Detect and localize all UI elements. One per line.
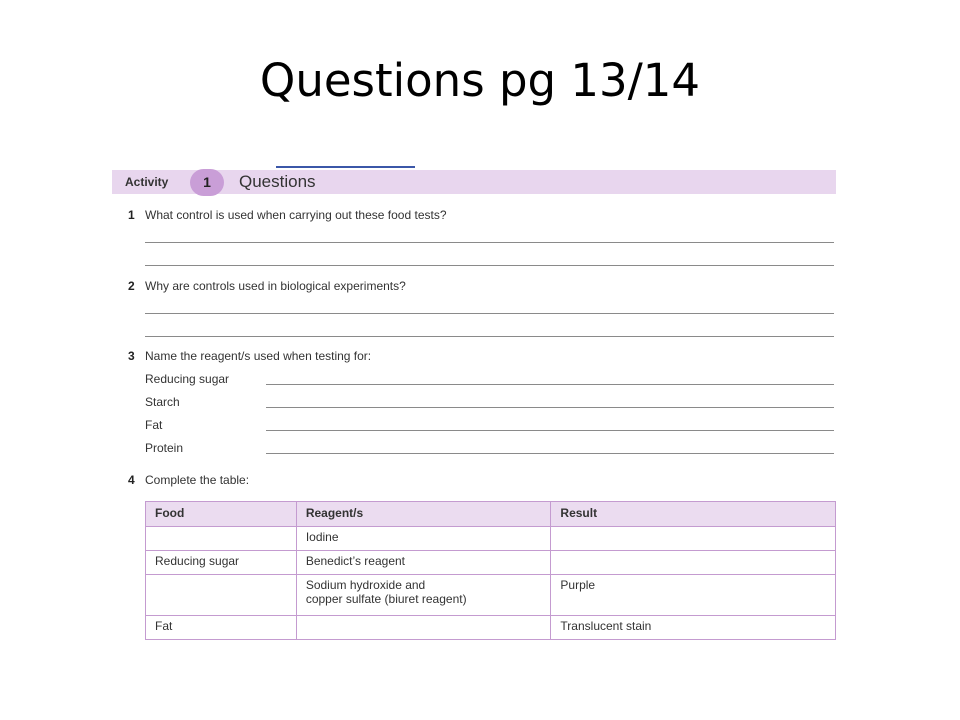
table-cell-reagent: Iodine <box>296 527 551 551</box>
activity-label: Activity <box>125 175 169 189</box>
header-accent-line <box>276 166 415 168</box>
table-cell-food[interactable] <box>146 527 297 551</box>
reagent-label-fat: Fat <box>145 418 163 432</box>
question-1-number: 1 <box>128 208 135 222</box>
question-1-text: What control is used when carrying out these food tests? <box>145 208 447 222</box>
question-4-text: Complete the table: <box>145 473 250 487</box>
table-row <box>146 575 836 616</box>
reagent-line-1: Sodium hydroxide and <box>305 578 426 592</box>
worksheet <box>112 166 836 646</box>
reagent-label-starch: Starch <box>145 395 180 409</box>
column-header-result: Result <box>551 502 836 527</box>
column-header-reagents: Reagent/s <box>296 502 551 527</box>
reagent-label-protein: Protein <box>145 441 184 455</box>
activity-banner <box>112 170 836 194</box>
table-cell-food: Reducing sugar <box>146 551 297 575</box>
question-3-number: 3 <box>128 349 135 363</box>
reagent-answer-line[interactable] <box>266 453 834 454</box>
question-2-text: Why are controls used in biological experiments? <box>145 279 406 293</box>
activity-number-badge: 1 <box>190 169 224 196</box>
table-cell-result: Translucent stain <box>551 616 836 640</box>
table-cell-reagent <box>296 575 551 616</box>
reagent-label-reducing-sugar: Reducing sugar <box>145 372 230 386</box>
table-cell-food: Fat <box>146 616 297 640</box>
table-cell-food[interactable] <box>146 575 297 616</box>
reagent-answer-line[interactable] <box>266 430 834 431</box>
slide-title: Questions pg 13/14 <box>259 54 701 107</box>
column-header-food: Food <box>146 502 297 527</box>
reagent-answer-line[interactable] <box>266 384 834 385</box>
reagent-answer-line[interactable] <box>266 407 834 408</box>
table-row <box>146 551 836 575</box>
table-cell-result[interactable] <box>551 551 836 575</box>
table-row <box>146 616 836 640</box>
table-cell-reagent: Benedict’s reagent <box>296 551 551 575</box>
food-test-table <box>145 501 836 640</box>
table-cell-reagent[interactable] <box>296 616 551 640</box>
answer-line[interactable] <box>145 313 834 314</box>
question-4-number: 4 <box>128 473 135 487</box>
table-row <box>146 527 836 551</box>
table-header-row <box>146 502 836 527</box>
question-3-text: Name the reagent/s used when testing for: <box>145 349 372 363</box>
question-2-number: 2 <box>128 279 135 293</box>
answer-line[interactable] <box>145 242 834 243</box>
table-cell-result: Purple <box>551 575 836 616</box>
answer-line[interactable] <box>145 336 834 337</box>
activity-title: Questions <box>239 172 316 191</box>
reagent-line-2: copper sulfate (biuret reagent) <box>305 592 467 606</box>
table-cell-result[interactable] <box>551 527 836 551</box>
answer-line[interactable] <box>145 265 834 266</box>
